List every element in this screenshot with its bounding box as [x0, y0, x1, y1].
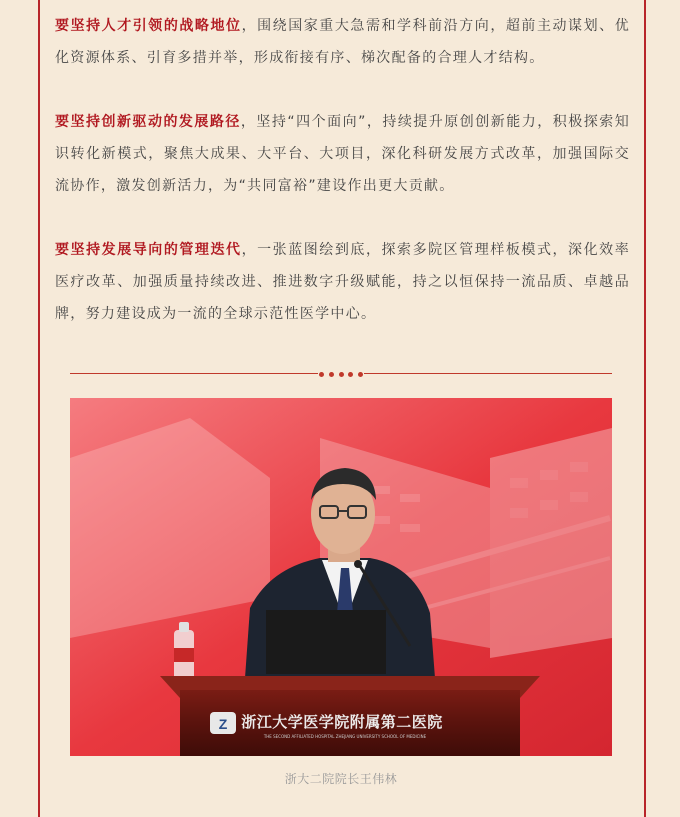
paragraph-management	[55, 234, 630, 330]
divider-line-left	[70, 373, 318, 374]
podium-subtext: THE SECOND AFFILIATED HOSPITAL ZHEJIANG UNIVERSITY SCHOOL OF MEDICINE	[263, 734, 427, 739]
photo-caption: 浙大二院院长王伟林	[284, 772, 398, 786]
divider-line-right	[364, 373, 612, 374]
svg-text:Z: Z	[218, 716, 228, 732]
paragraph-highlight: 要坚持人才引领的战略地位	[55, 18, 242, 34]
speaker-photo-illustration	[70, 398, 612, 756]
divider-dot	[358, 372, 363, 377]
paragraph-text: ，一张蓝图绘到底，探索多院区管理样板模式，深化效率医疗改革、加强质量持续改进、推进数字升级赋能，持之以恒保持一流品质、卓越品牌，努力建设成为一流的全球示范性医学中心。	[55, 242, 630, 322]
paragraph-text: ，坚持“四个面向”，持续提升原创创新能力，积极探索知识转化新模式，聚焦大成果、大平台、大项目，深化科研发展方式改革，加强国际交流协作，激发创新活力，为“共同富裕”建设作出更大贡献。	[55, 114, 630, 194]
podium-text: 浙江大学医学院附属第二医院	[241, 713, 443, 731]
paragraph-highlight: 要坚持发展导向的管理迭代	[55, 242, 242, 258]
paragraph-talent	[55, 10, 630, 74]
speaker-photo	[70, 398, 612, 756]
paragraph-text: ，围绕国家重大急需和学科前沿方向，超前主动谋划、优化资源体系、引育多措并举，形成衔接有序、梯次配备的合理人才结构。	[55, 18, 630, 66]
divider-dot	[329, 372, 334, 377]
divider-dot	[348, 372, 353, 377]
divider-dot	[319, 372, 324, 377]
paragraph-highlight: 要坚持创新驱动的发展路径	[55, 114, 241, 130]
paragraph-innovation	[55, 106, 630, 202]
decorative-divider	[70, 368, 612, 380]
divider-dot	[339, 372, 344, 377]
divider-dots	[319, 370, 363, 378]
